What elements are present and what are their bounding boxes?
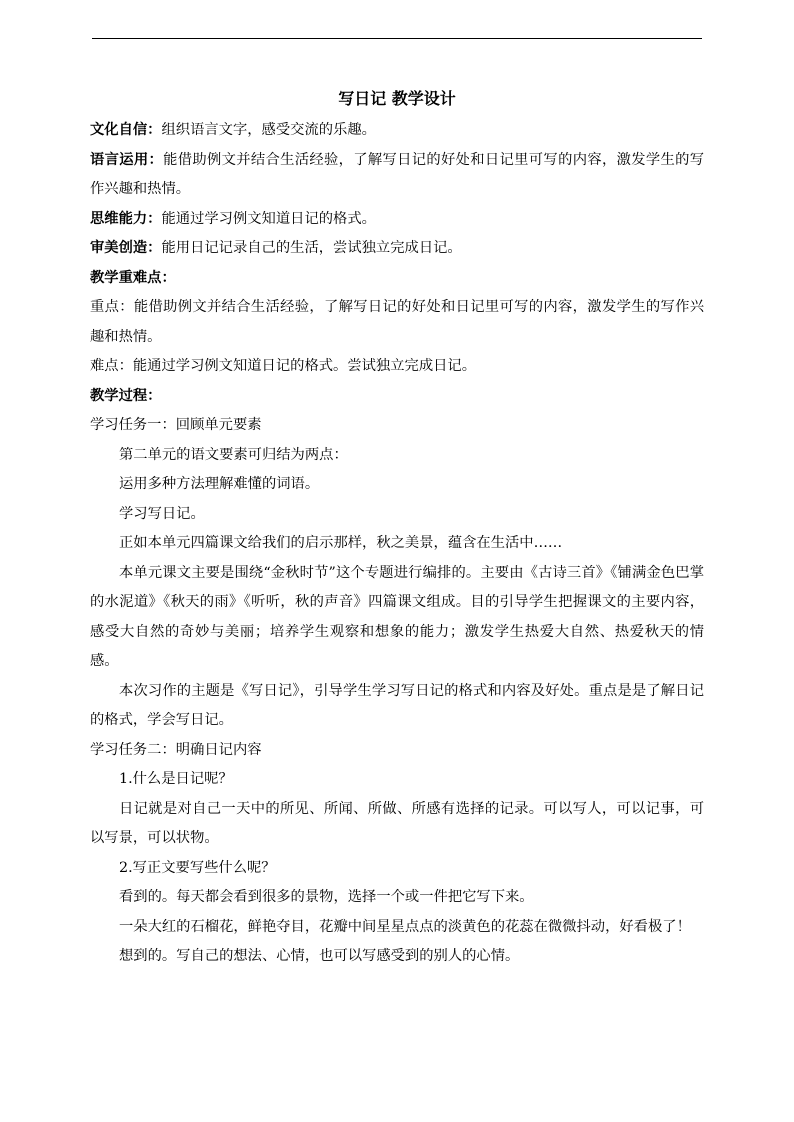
- task1-paragraph: 学习写日记。: [119, 505, 205, 522]
- objective-text: 能借助例文并结合生活经验，了解写日记的好处和日记里可写的内容，激发学生的写作兴趣和热情。: [90, 151, 705, 197]
- objective-label: 审美创造：: [90, 240, 162, 256]
- objective-label: 文化自信：: [90, 122, 162, 138]
- task1-paragraph: 正如本单元四篇课文给我们的启示那样，秋之美景，蕴含在生活中……: [119, 535, 563, 551]
- task2-paragraph: 想到的。写自己的想法、心情，也可以写感受到的别人的心情。: [119, 948, 520, 964]
- task1-paragraph: 运用多种方法理解难懂的词语。: [119, 476, 320, 492]
- objective-text: 能用日记记录自己的生活，尝试独立完成日记。: [161, 240, 462, 256]
- objective-label: 语言运用：: [90, 151, 164, 168]
- key-points-heading: 教学重难点：: [90, 269, 176, 286]
- objective-text: 组织语言文字，感受交流的乐趣。: [161, 122, 376, 138]
- task1-paragraph: 本单元课文主要是围绕“金秋时节”这个专题进行编排的。主要由《古诗三首》《铺满金色巴掌的水泥道》《秋天的雨》《听听，秋的声音》四篇课文组成。目的引导学生把握课文的主要内容，感受大自然的奇妙与美丽；培养学生观察和想象的能力；激发学生热爱大自然、热爱秋天的情感。: [90, 564, 704, 669]
- objective-thinking: [90, 205, 704, 235]
- task2-title: 学习任务二：明确日记内容: [90, 741, 262, 758]
- task1-paragraph: 本次习作的主题是《写日记》，引导学生学习写日记的格式和内容及好处。重点是是了解日记的格式，学会写日记。: [90, 682, 704, 728]
- objective-culture: [90, 116, 704, 146]
- task2-paragraph: 日记就是对自己一天中的所见、所闻、所做、所感有选择的记录。可以写人，可以记事，可以写景，可以状物。: [90, 800, 704, 846]
- header-rule: [92, 38, 702, 39]
- task2-paragraph: 一朵大红的石榴花，鲜艳夺目，花瓣中间星星点点的淡黄色的花蕊在微微抖动，好看极了！: [119, 918, 691, 935]
- task1-title: 学习任务一：回顾单元要素: [90, 417, 262, 433]
- task1-paragraph: 第二单元的语文要素可归结为两点：: [119, 446, 348, 463]
- process-heading: 教学过程：: [90, 387, 162, 404]
- difficult-point: 难点：能通过学习例文知道日记的格式。尝试独立完成日记。: [90, 358, 477, 374]
- objective-aesthetic: [90, 234, 704, 264]
- objective-text: 能通过学习例文知道日记的格式。: [161, 210, 376, 227]
- page-title: 写日记 教学设计: [338, 89, 456, 108]
- task2-paragraph: 1.什么是日记呢？: [119, 771, 233, 787]
- key-point: 重点：能借助例文并结合生活经验，了解写日记的好处和日记里可写的内容，激发学生的写作兴趣和热情。: [90, 299, 704, 345]
- objective-label: 思维能力：: [90, 210, 162, 227]
- document-body: [90, 88, 704, 972]
- task2-paragraph: 2.写正文要写些什么呢？: [119, 859, 276, 876]
- task2-paragraph: 看到的。每天都会看到很多的景物，选择一个或一件把它写下来。: [119, 889, 534, 905]
- objective-language: [90, 146, 704, 205]
